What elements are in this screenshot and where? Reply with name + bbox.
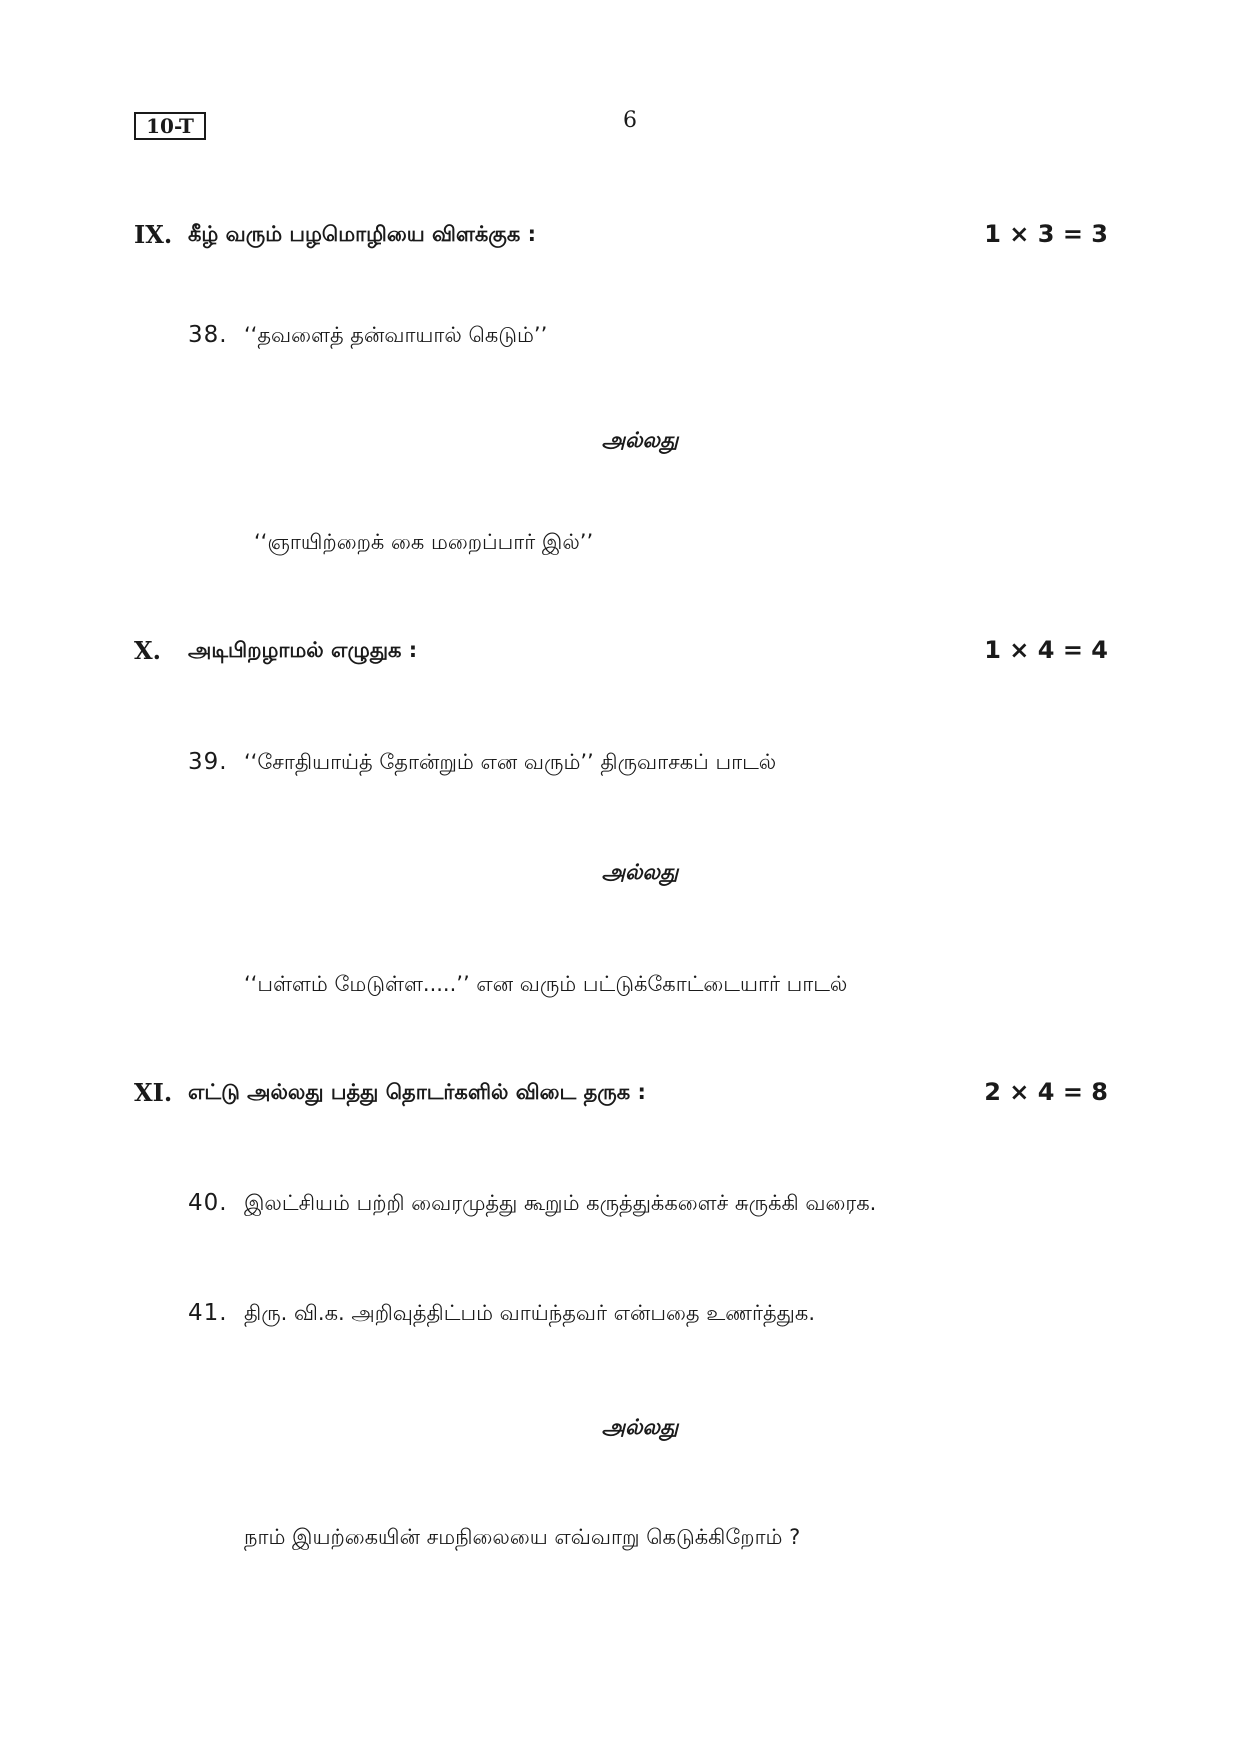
- question-number: 41.: [188, 1300, 228, 1326]
- alternative-question-text: ‘‘பள்ளம் மேடுள்ள.....’’ என வரும் பட்டுக்கோட்டையார் பாடல்: [244, 972, 848, 996]
- or-separator: அல்லது: [601, 1415, 679, 1439]
- alternative-question-text: ‘‘ஞாயிற்றைக் கை மறைப்பார் இல்’’: [254, 530, 594, 554]
- page-number: 6: [623, 108, 637, 133]
- section-title: கீழ் வரும் பழமொழியை விளக்குக :: [188, 222, 536, 246]
- or-separator: அல்லது: [601, 860, 679, 884]
- paper-code-box: 10-T: [134, 112, 206, 140]
- section-marks: 1 × 4 = 4: [984, 636, 1108, 664]
- section-title: அடிபிறழாமல் எழுதுக :: [188, 638, 418, 662]
- question-text: இலட்சியம் பற்றி வைரமுத்து கூறும் கருத்துக்களைச் சுருக்கி வரைக.: [244, 1191, 877, 1215]
- section-number: XI.: [134, 1078, 173, 1107]
- section-number: X.: [134, 636, 161, 665]
- or-separator: அல்லது: [601, 428, 679, 452]
- section-marks: 1 × 3 = 3: [984, 220, 1108, 248]
- question-number: 39.: [188, 749, 228, 775]
- question-text: ‘‘சோதியாய்த் தோன்றும் என வரும்’’ திருவாசகப் பாடல்: [244, 750, 777, 774]
- question-text: திரு. வி.க. அறிவுத்திட்பம் வாய்ந்தவர் என்பதை உணர்த்துக.: [244, 1301, 815, 1325]
- question-text: ‘‘தவளைத் தன்வாயால் கெடும்’’: [244, 323, 548, 347]
- section-number: IX.: [134, 220, 173, 249]
- section-marks: 2 × 4 = 8: [984, 1078, 1108, 1106]
- alternative-question-text: நாம் இயற்கையின் சமநிலையை எவ்வாறு கெடுக்கிறோம் ?: [244, 1525, 801, 1549]
- question-number: 40.: [188, 1190, 228, 1216]
- section-title: எட்டு அல்லது பத்து தொடர்களில் விடை தருக :: [188, 1080, 646, 1104]
- question-number: 38.: [188, 322, 228, 348]
